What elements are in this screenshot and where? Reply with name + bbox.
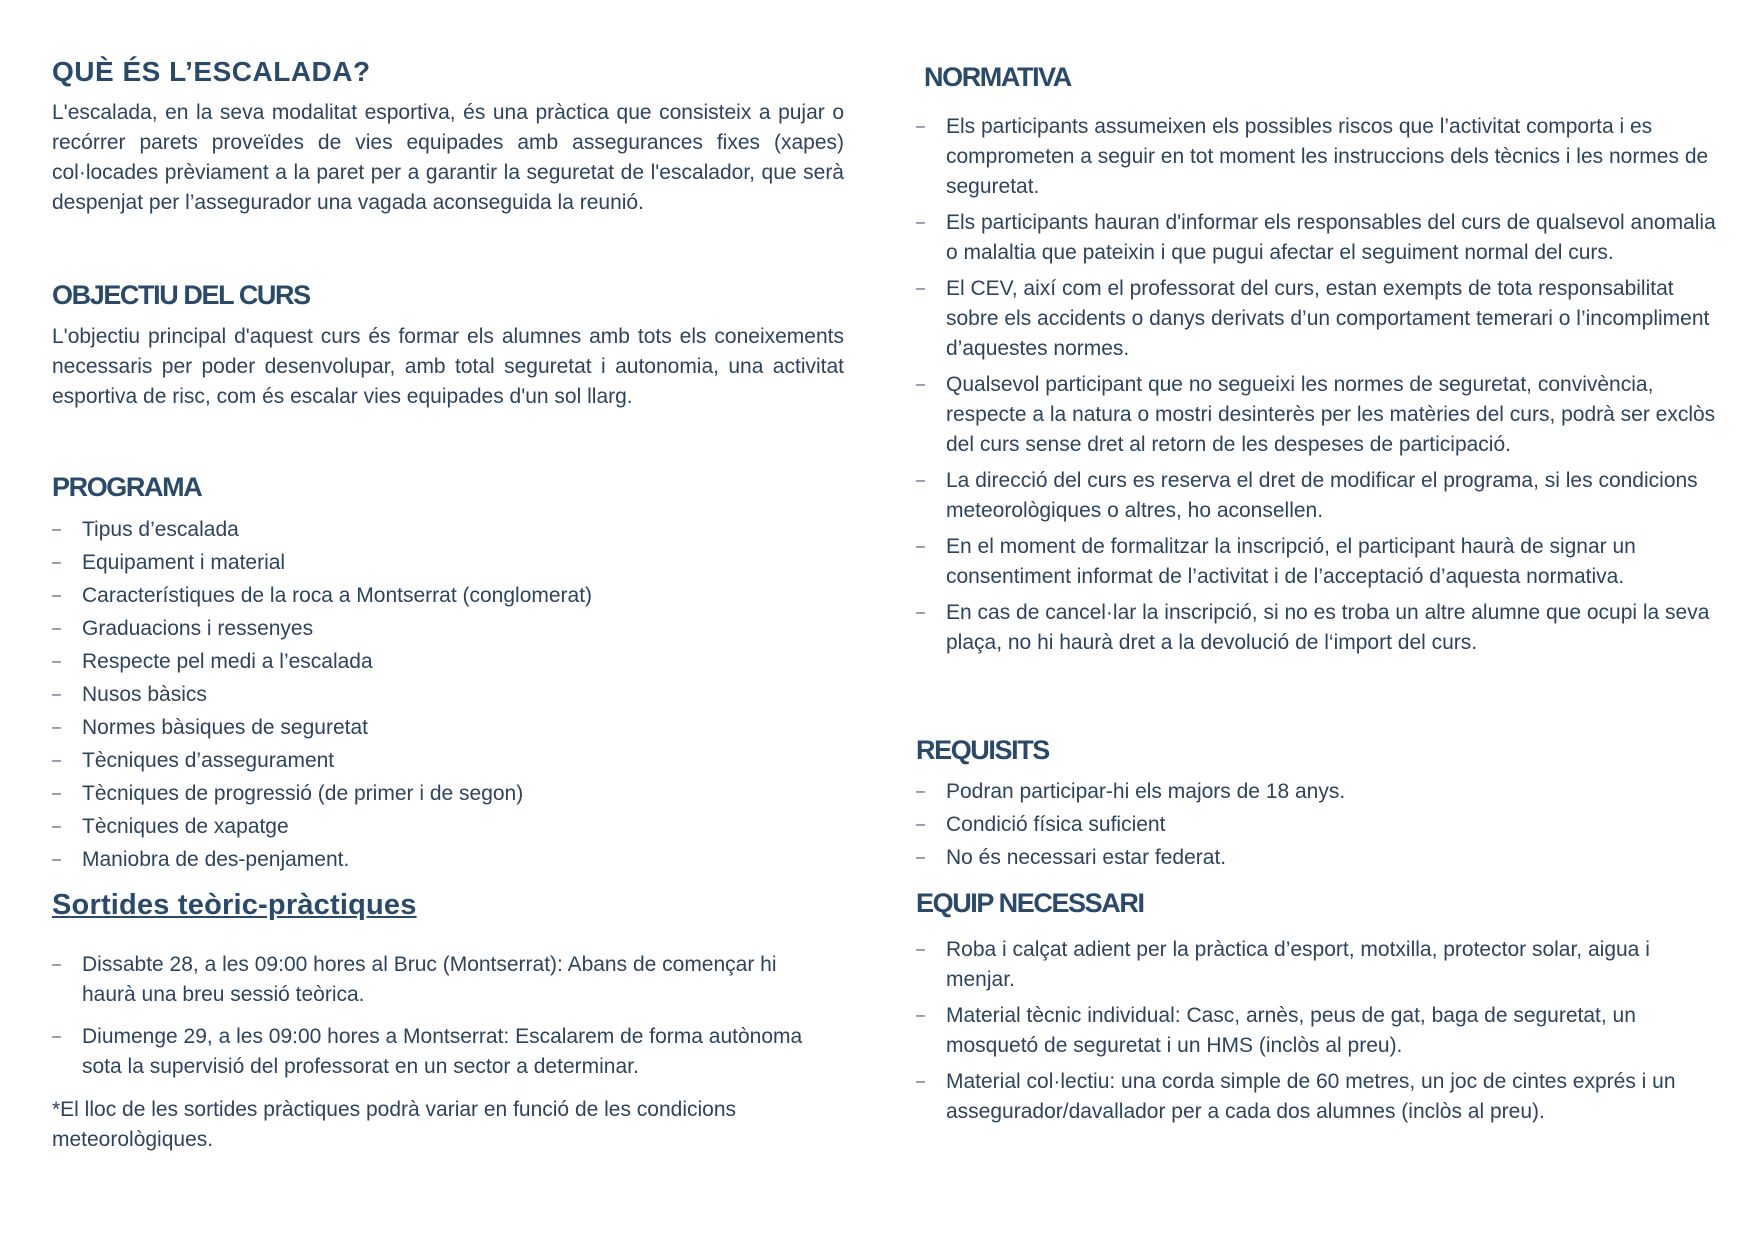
list-item: – Condició física suficient [916, 810, 1716, 843]
list-item: – En el moment de formalitzar la inscripció, el participant haurà de signar un consentiment informat de l’activitat i de l’acceptació d’aquesta normativa. [916, 532, 1716, 592]
list-item: – El CEV, així com el professorat del curs, estan exempts de tota responsabilitat sobre els accidents o danys derivats d’un comportament temerari o l’incompliment d’aquestes normes. [916, 274, 1716, 364]
list-item: – Nusos bàsics [52, 680, 592, 713]
list-item: – Maniobra de des-penjament. [52, 845, 592, 878]
objectiu-text: L'objectiu principal d'aquest curs és formar els alumnes amb tots els coneixements necessaris per poder desenvolupar, amb total seguretat i autonomia, una activitat esportiva de risc, com és escalar vies equipades d'un sol llarg. [52, 325, 844, 408]
list-item: – Dissabte 28, a les 09:00 hores al Bruc (Montserrat): Abans de començar hi haurà una breu sessió teòrica. [52, 950, 832, 1010]
list-item: – Tècniques de xapatge [52, 812, 592, 845]
list-item: – Tipus d’escalada [52, 515, 592, 548]
list-item: – Tècniques de progressió (de primer i de segon) [52, 779, 592, 812]
list-item: – Roba i calçat adient per la pràctica d’esport, motxilla, protector solar, aigua i menjar. [916, 935, 1716, 995]
sortides-list [52, 950, 832, 1088]
list-item: – Equipament i material [52, 548, 592, 581]
list-item: – No és necessari estar federat. [916, 843, 1716, 876]
normativa-list [916, 112, 1716, 664]
list-item: – Diumenge 29, a les 09:00 hores a Montserrat: Escalarem de forma autònoma sota la supervisió del professorat en un sector a determinar. [52, 1022, 832, 1082]
equip-list [916, 935, 1716, 1133]
programa-list [52, 515, 592, 878]
list-item: – Material col·lectiu: una corda simple de 60 metres, un joc de cintes exprés i un assegurador/davallador per a cada dos alumnes (inclòs al preu). [916, 1067, 1716, 1127]
que-es-heading: QUÈ ÉS L’ESCALADA? [52, 56, 371, 87]
list-item: – Qualsevol participant que no segueixi les normes de seguretat, convivència, respecte a la natura o mostri desinterès per les matèries del curs, podrà ser exclòs del curs sense dret al retorn de les despeses de participació. [916, 370, 1716, 460]
list-item: – En cas de cancel·lar la inscripció, si no es troba un altre alumne que ocupi la seva plaça, no hi haurà dret a la devolució de l‘import del curs. [916, 598, 1716, 658]
requisits-heading: REQUISITS [916, 735, 1049, 765]
list-item: – Característiques de la roca a Montserrat (conglomerat) [52, 581, 592, 614]
sortides-note: *El lloc de les sortides pràctiques podrà variar en funció de les condicions meteorològiques. [52, 1098, 737, 1151]
list-item: – Normes bàsiques de seguretat [52, 713, 592, 746]
que-es-text: L'escalada, en la seva modalitat esportiva, és una pràctica que consisteix a pujar o recórrer parets proveïdes de vies equipades amb assegurances fixes (xapes) col·locades prèviament a la paret per a garantir la seguretat de l'escalador, que serà despenjat per l’assegurador una vagada aconseguida la reunió. [52, 101, 844, 214]
list-item: – Els participants assumeixen els possibles riscos que l’activitat comporta i es comprometen a seguir en tot moment les instruccions dels tècnics i les normes de seguretat. [916, 112, 1716, 202]
equip-heading: EQUIP NECESSARI [916, 888, 1144, 918]
objectiu-heading: OBJECTIU DEL CURS [52, 280, 310, 310]
normativa-heading: NORMATIVA [924, 62, 1071, 92]
list-item: – Els participants hauran d'informar els responsables del curs de qualsevol anomalia o malaltia que pateixin i que pugui afectar el seguiment normal del curs. [916, 208, 1716, 268]
list-item: – Podran participar-hi els majors de 18 anys. [916, 777, 1716, 810]
list-item: – Material tècnic individual: Casc, arnès, peus de gat, baga de seguretat, un mosquetó de seguretat i un HMS (inclòs al preu). [916, 1001, 1716, 1061]
requisits-list [916, 777, 1716, 876]
list-item: – Respecte pel medi a l’escalada [52, 647, 592, 680]
list-item: – Graduacions i ressenyes [52, 614, 592, 647]
list-item: – Tècniques d’assegurament [52, 746, 592, 779]
programa-heading: PROGRAMA [52, 472, 202, 502]
sortides-heading: Sortides teòric-pràctiques [52, 889, 417, 921]
list-item: – La direcció del curs es reserva el dret de modificar el programa, si les condicions meteorològiques o altres, ho aconsellen. [916, 466, 1716, 526]
